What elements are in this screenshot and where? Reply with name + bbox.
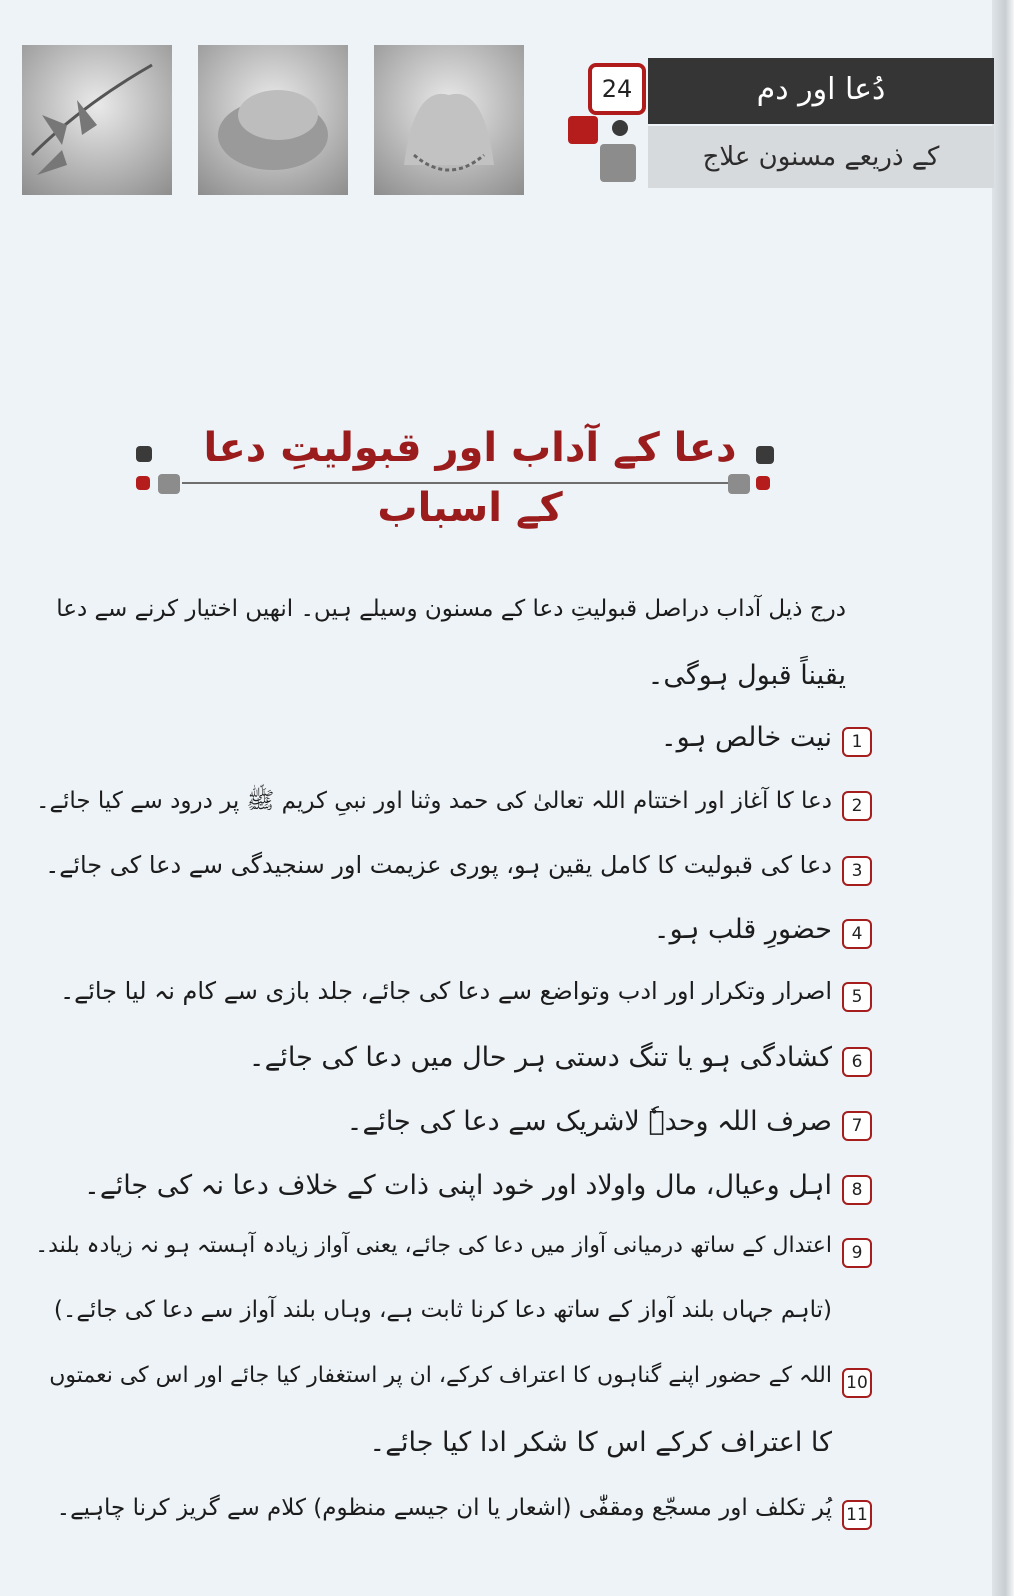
list-item: نیت خالص ہو۔	[660, 722, 832, 753]
list-item-continuation: کا اعتراف کرکے اس کا شکر ادا کیا جائے۔	[369, 1427, 832, 1458]
item-number: 3	[842, 856, 872, 886]
list-item: پُر تکلف اور مسجّع ومقفّٰی (اشعار یا ان جیسے منظوم) کلام سے گریز کرنا چاہیے۔	[56, 1495, 832, 1521]
item-number: 2	[842, 791, 872, 821]
item-number: 4	[842, 919, 872, 949]
header-subtitle: کے ذریعے مسنون علاج	[702, 142, 940, 172]
hands-photo	[198, 45, 348, 195]
list-item: صرف اللہ وحدہٗ لاشریک سے دعا کی جائے۔	[346, 1106, 832, 1137]
list-item: اہل وعیال، مال واولاد اور خود اپنی ذات کے خلاف دعا نہ کی جائے۔	[84, 1170, 832, 1201]
decor-square	[136, 446, 152, 462]
praying-hands-photo	[374, 45, 524, 195]
item-number: 9	[842, 1238, 872, 1268]
header-subtitle-bar	[648, 126, 994, 188]
item-number: 11	[842, 1500, 872, 1530]
decor-dot	[612, 120, 628, 136]
decor-square	[568, 116, 598, 144]
title-divider	[182, 482, 730, 484]
decor-square	[756, 476, 770, 490]
leaves-photo	[22, 45, 172, 195]
decor-square	[600, 144, 636, 182]
item-number: 5	[842, 982, 872, 1012]
decor-square	[136, 476, 150, 490]
intro-line-1: درج ذیل آداب دراصل قبولیتِ دعا کے مسنون وسیلے ہیں۔ انھیں اختیار کرنے سے دعا	[56, 596, 846, 622]
list-item: حضورِ قلب ہو۔	[653, 914, 832, 945]
item-number: 10	[842, 1368, 872, 1398]
page-edge	[992, 0, 1014, 1596]
list-item: دعا کی قبولیت کا کامل یقین ہو، پوری عزیمت اور سنجیدگی سے دعا کی جائے۔	[45, 851, 832, 879]
item-number: 7	[842, 1111, 872, 1141]
list-item: اصرار وتکرار اور ادب وتواضع سے دعا کی جائے، جلد بازی سے کام نہ لیا جائے۔	[60, 977, 832, 1005]
list-item: اعتدال کے ساتھ درمیانی آواز میں دعا کی جائے، یعنی آواز زیادہ آہستہ ہو نہ زیادہ بلند۔	[35, 1233, 832, 1258]
decor-square	[728, 474, 750, 494]
list-item: کشادگی ہو یا تنگ دستی ہر حال میں دعا کی جائے۔	[248, 1042, 832, 1073]
item-number: 6	[842, 1047, 872, 1077]
item-number: 8	[842, 1175, 872, 1205]
intro-line-2: یقیناً قبول ہوگی۔	[647, 660, 846, 691]
bleed-through-text	[60, 250, 880, 278]
header-title: دُعا اور دم	[756, 72, 886, 107]
list-item: دعا کا آغاز اور اختتام اللہ تعالیٰ کی حمد وثنا اور نبیِ کریم ﷺ پر درود سے کیا جائے۔	[35, 788, 832, 814]
header-bar	[648, 58, 994, 124]
decor-square	[756, 446, 774, 464]
decor-square	[158, 474, 180, 494]
list-item: اللہ کے حضور اپنے گناہوں کا اعتراف کرکے، ان پر استغفار کیا جائے اور اس کی نعمتوں	[49, 1363, 832, 1388]
item-number: 1	[842, 727, 872, 757]
page-number: 24	[588, 63, 646, 115]
list-item-continuation: (تاہم جہاں بلند آواز کے ساتھ دعا کرنا ثابت ہے، وہاں بلند آواز سے دعا کی جائے۔)	[53, 1297, 832, 1323]
section-title: دعا کے آداب اور قبولیتِ دعا کے اسباب	[203, 425, 737, 531]
